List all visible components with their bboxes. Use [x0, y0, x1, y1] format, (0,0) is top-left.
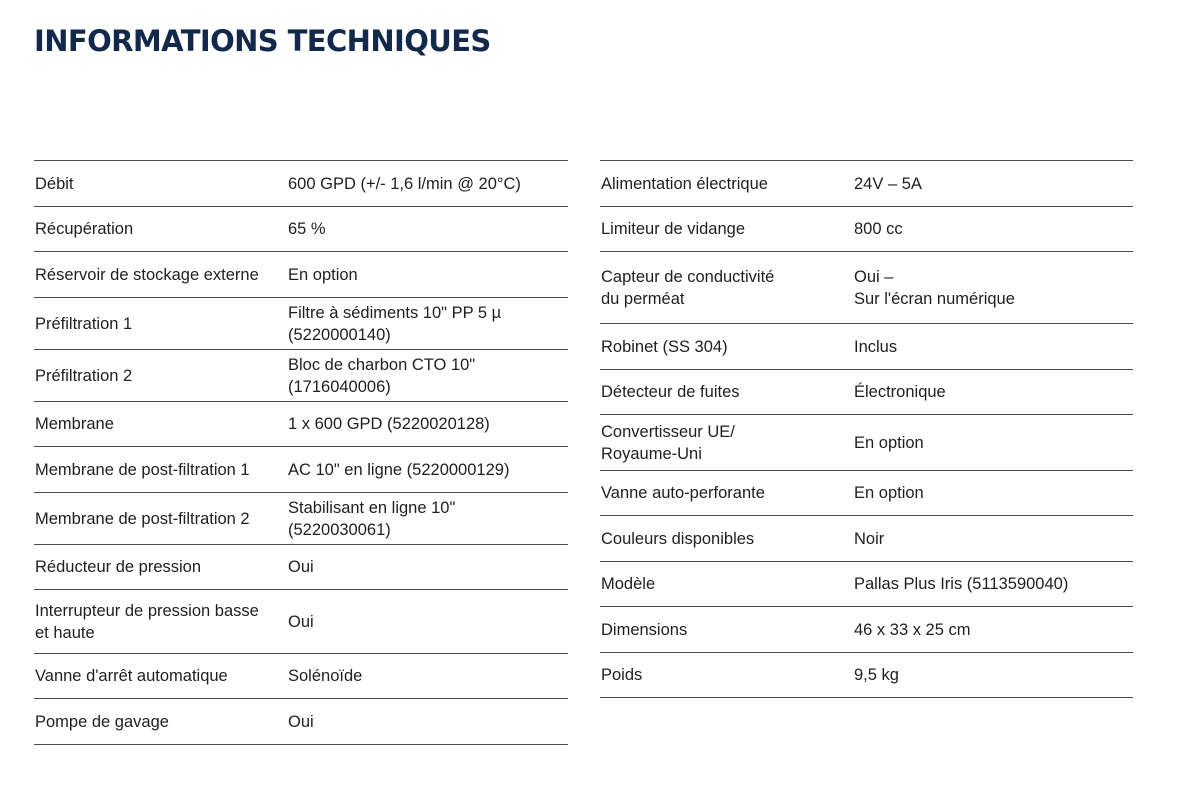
spec-value: En option: [854, 433, 924, 452]
spec-row: [600, 324, 1133, 370]
spec-label: Vanne d'arrêt automatique: [35, 667, 228, 685]
spec-value: Inclus: [854, 337, 898, 356]
spec-row: [34, 590, 568, 654]
spec-label: Interrupteur de pression basse et haute: [35, 601, 259, 642]
spec-row: [600, 415, 1133, 471]
spec-value: 9,5 kg: [854, 666, 899, 684]
spec-value: Pallas Plus Iris (5113590040): [854, 575, 1069, 593]
spec-value: Oui: [288, 558, 314, 576]
spec-label: Alimentation électrique: [601, 174, 768, 193]
spec-value: 600 GPD (+/- 1,6 l/min @ 20°C): [288, 174, 521, 193]
spec-value: En option: [288, 265, 358, 284]
spec-label: Préfiltration 1: [35, 314, 133, 333]
spec-row: [600, 207, 1133, 252]
spec-label: Convertisseur UE/ Royaume-Uni: [601, 422, 735, 463]
spec-label: Réservoir de stockage externe: [35, 265, 259, 284]
spec-label: Vanne auto-perforante: [601, 484, 765, 502]
spec-row: [34, 350, 568, 402]
spec-value: Solénoïde: [288, 667, 363, 685]
spec-label: Pompe de gavage: [35, 712, 169, 731]
spec-label: Récupération: [35, 220, 134, 238]
spec-row: [34, 493, 568, 545]
spec-label: Capteur de conductivité du perméat: [601, 267, 775, 308]
spec-label: Couleurs disponibles: [601, 529, 755, 548]
spec-row: [600, 471, 1133, 516]
spec-label: Poids: [601, 666, 643, 684]
spec-row: [600, 607, 1133, 653]
spec-table-left: [34, 160, 568, 745]
spec-value: 800 cc: [854, 220, 903, 238]
spec-row: [34, 207, 568, 252]
spec-value: Électronique: [854, 383, 946, 401]
spec-label: Préfiltration 2: [35, 366, 133, 385]
spec-row: [600, 562, 1133, 607]
spec-label: Membrane de post-filtration 1: [35, 460, 250, 479]
spec-row: [34, 161, 568, 207]
spec-value: 24V – 5A: [854, 174, 922, 193]
spec-label: Détecteur de fuites: [601, 383, 740, 401]
spec-value: 1 x 600 GPD (5220020128): [288, 415, 490, 433]
spec-label: Limiteur de vidange: [601, 220, 746, 238]
spec-value: 46 x 33 x 25 cm: [854, 620, 971, 639]
spec-value: Stabilisant en ligne 10" (5220030061): [288, 498, 456, 539]
spec-value: Oui: [288, 712, 314, 731]
spec-row: [34, 402, 568, 447]
spec-row: [600, 161, 1133, 207]
spec-label: Débit: [35, 174, 74, 193]
spec-row: [34, 699, 568, 745]
page-title: INFORMATIONS TECHNIQUES: [34, 24, 491, 58]
spec-label: Dimensions: [601, 620, 688, 639]
spec-value: Oui: [288, 612, 314, 631]
spec-label: Réducteur de pression: [35, 558, 202, 576]
spec-label: Robinet (SS 304): [601, 337, 728, 356]
spec-value: En option: [854, 484, 924, 502]
spec-label: Modèle: [601, 575, 656, 593]
spec-row: [600, 516, 1133, 562]
spec-label: Membrane: [35, 415, 114, 433]
spec-row: [34, 447, 568, 493]
spec-row: [34, 252, 568, 298]
spec-row: [600, 252, 1133, 324]
spec-value: Bloc de charbon CTO 10" (1716040006): [288, 355, 476, 396]
spec-row: [34, 654, 568, 699]
spec-table-right: [600, 160, 1133, 698]
spec-value: AC 10" en ligne (5220000129): [288, 460, 510, 479]
spec-value: Noir: [854, 529, 885, 548]
spec-row: [600, 370, 1133, 415]
spec-label: Membrane de post-filtration 2: [35, 509, 250, 528]
spec-row: [34, 298, 568, 350]
spec-value: 65 %: [288, 220, 326, 238]
spec-row: [600, 653, 1133, 698]
spec-value: Oui – Sur l'écran numérique: [854, 267, 1015, 308]
spec-value: Filtre à sédiments 10" PP 5 µ (5220000140): [288, 303, 502, 344]
spec-row: [34, 545, 568, 590]
